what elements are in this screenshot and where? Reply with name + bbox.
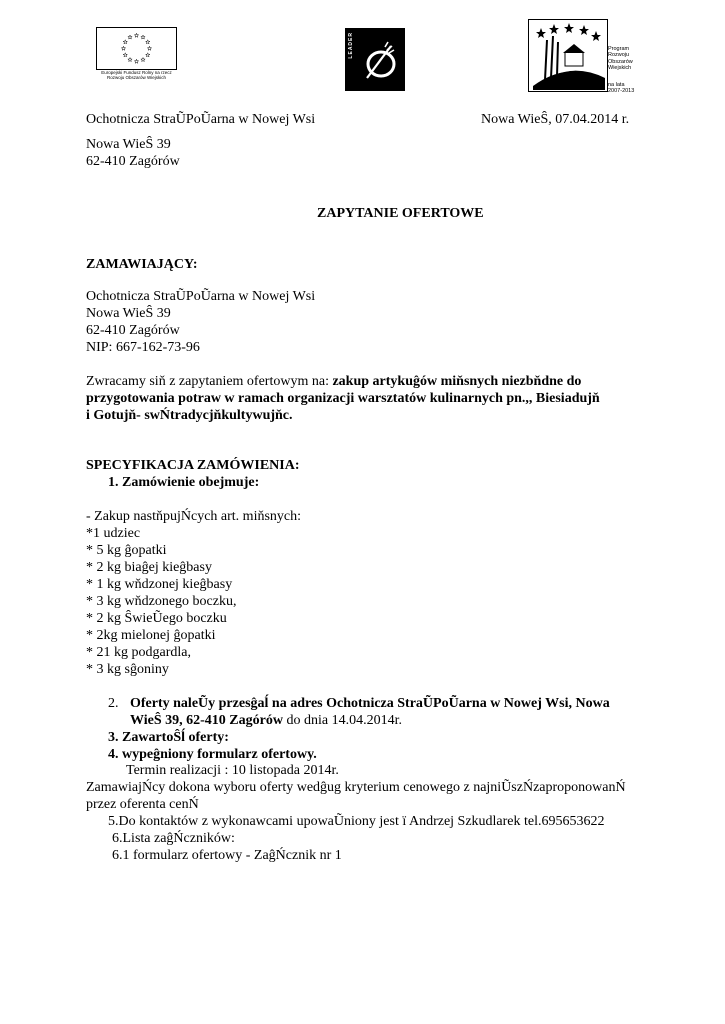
request-line1	[86, 373, 581, 390]
prow-years: na lata 2007-2013	[608, 82, 635, 94]
eu-star-icon	[128, 35, 132, 39]
eu-star-icon	[147, 46, 151, 50]
prow-emblem-icon	[528, 19, 608, 92]
offers-num: 2.	[108, 696, 119, 711]
eu-star-icon	[141, 35, 145, 39]
eu-star-icon	[146, 40, 150, 44]
leader-text: LEADER	[348, 32, 354, 59]
prow-line: Program	[608, 46, 630, 52]
offers-content: 3. ZawartoŜĺ oferty:	[108, 730, 229, 745]
spec-list-item: * 21 kg podgardla,	[86, 645, 191, 660]
buyer-heading: ZAMAWIAJĄCY:	[86, 257, 198, 272]
spec-list-item: * 2kg mielonej ĝopatki	[86, 628, 216, 643]
offers-deadline: do dnia 14.04.2014r.	[282, 713, 402, 728]
eu-star-icon	[123, 53, 127, 57]
prow-line: Wiejskich	[608, 65, 632, 72]
spec-intro: - Zakup nastňpujŃcych art. miňsnych:	[86, 509, 302, 524]
eu-star-icon	[134, 59, 138, 63]
prow-line: Rozwoju	[608, 52, 630, 59]
request-bold: zakup artykuĝów miňsnych niezbňdne do	[332, 374, 582, 389]
document-title: ZAPYTANIE OFERTOWE	[317, 206, 484, 221]
spec-list-item: *1 udziec	[86, 526, 141, 541]
spec-heading: SPECYFIKACJA ZAMÓWIENIA:	[86, 458, 300, 473]
eu-flag-icon	[96, 27, 177, 70]
prow-logo	[528, 19, 638, 94]
spec-list-item: * 5 kg ĝopatki	[86, 543, 167, 558]
buyer-line: 62-410 Zagórów	[86, 323, 180, 338]
request-plain: Zwracamy siň z zapytaniem ofertowym na:	[86, 374, 333, 389]
buyer-nip: NIP: 667-162-73-96	[86, 340, 200, 355]
eu-star-icon	[123, 40, 127, 44]
attachment-1: 6.1 formularz ofertowy - ZaĝŃcznik nr 1	[112, 848, 342, 863]
offers-address-cont	[130, 712, 402, 729]
spec-list-item: * 2 kg ŜwieŨego boczku	[86, 611, 227, 626]
eu-star-icon	[146, 53, 150, 57]
request-line3: i Gotujň- swŃtradycjňkultywujňc.	[86, 408, 293, 423]
sender-address-line1: Nowa WieŜ 39	[86, 137, 171, 152]
spec-list-item: * 1 kg wňdzonej kieĝbasy	[86, 577, 233, 592]
spec-item1: 1. Zamówienie obejmuje:	[108, 475, 260, 490]
eu-star-icon	[141, 58, 145, 62]
sender-name: Ochotnicza StraŨPoŨarna w Nowej Wsi	[86, 112, 316, 127]
spec-list-item: * 2 kg biaĝej kieĝbasy	[86, 560, 212, 575]
offers-form: 4. wypeĝniony formularz ofertowy.	[108, 747, 317, 762]
buyer-line: Ochotnicza StraŨPoŨarna w Nowej Wsi	[86, 289, 316, 304]
eu-logo	[96, 27, 177, 87]
spec-list-item: * 3 kg wňdzonego boczku,	[86, 594, 237, 609]
request-line2: przygotowania potraw w ramach organizacji warsztatów kulinarnych pn.,, Biesiadujň	[86, 391, 600, 406]
eu-star-icon	[134, 33, 138, 37]
criteria-line1: ZamawiajŃcy dokona wyboru oferty wedĝug kryterium cenowego z najniŨszŃzaproponowanŃ	[86, 780, 626, 795]
spec-list-item: * 3 kg sĝoniny	[86, 662, 169, 677]
criteria-line2: przez oferenta cenŃ	[86, 797, 199, 812]
prow-line: Obszarów	[608, 58, 633, 65]
leader-logo	[345, 28, 405, 91]
place-date: Nowa WieŜ, 07.04.2014 r.	[481, 112, 630, 127]
buyer-line: Nowa WieŜ 39	[86, 306, 171, 321]
term: Termin realizacji : 10 listopada 2014r.	[126, 763, 339, 778]
offers-address-bold: WieŜ 39, 62-410 Zagórów	[130, 713, 283, 728]
eu-caption: Europejski Fundusz Rolny na rzecz Rozwoju Obszarów Wiejskich	[101, 70, 172, 80]
eu-star-icon	[121, 46, 125, 50]
sender-address-line2: 62-410 Zagórów	[86, 154, 180, 169]
attachments-heading: 6.Lista zaĝŃczników:	[112, 831, 235, 846]
eu-star-icon	[128, 58, 132, 62]
prow-text	[608, 46, 633, 72]
contact-line: 5.Do kontaktów z wykonawcami upowaŨniony jest ï Andrzej Szkudlarek tel.695653622	[108, 814, 605, 829]
offers-address: Oferty naleŨy przesĝaĺ na adres Ochotnicza StraŨPoŨarna w Nowej Wsi, Nowa	[130, 696, 610, 711]
